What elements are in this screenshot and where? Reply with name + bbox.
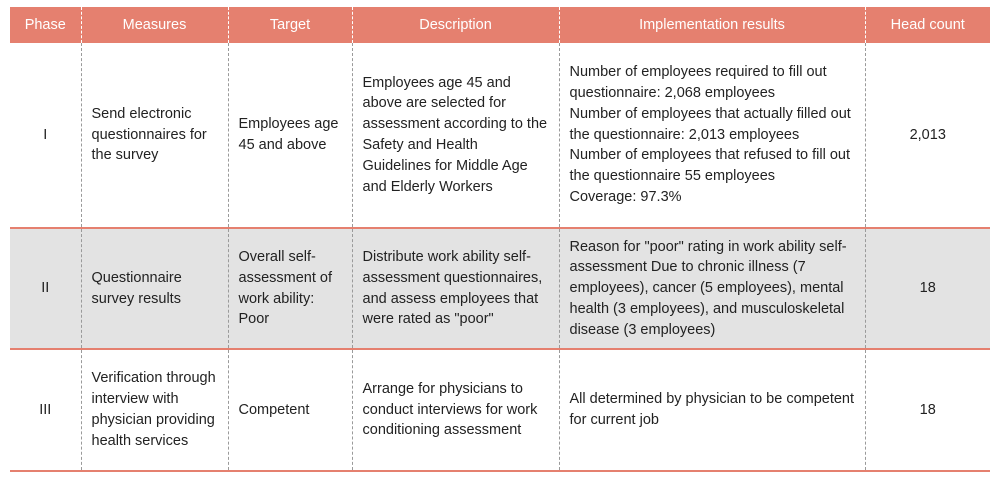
header-measures: Measures [81,7,228,43]
table-row [10,228,990,349]
table-row [10,43,990,228]
table-body [10,43,990,471]
results-cell [559,349,865,471]
phase-cell: III [10,349,81,471]
measures-cell: Questionnaire survey results [81,228,228,349]
header-description: Description [352,7,559,43]
description-cell: Distribute work ability self-assessment questionnaires, and assess employees that were rated as "poor" [352,228,559,349]
header-head-count: Head count [865,7,990,43]
head-count-cell: 18 [865,349,990,471]
header-phase: Phase [10,7,81,43]
table-row [10,349,990,471]
target-cell: Overall self-assessment of work ability: Poor [228,228,352,349]
result-line: Coverage: 97.3% [569,188,682,205]
head-count-cell: 2,013 [865,43,990,228]
head-count-cell: 18 [865,228,990,349]
header-implementation-results: Implementation results [559,7,865,43]
table-container [10,7,990,472]
health-assessment-table [10,7,990,472]
result-line: All determined by physician to be competent for current job [569,391,855,428]
result-line: Number of employees that refused to fill out the questionnaire 55 employees [569,147,850,185]
result-line: Number of employees required to fill out questionnaire: 2,068 employees [569,64,827,101]
target-cell: Employees age 45 and above [228,43,352,228]
description-cell: Arrange for physicians to conduct interviews for work conditioning assessment [352,349,559,471]
results-cell [559,228,865,349]
table-header [10,7,990,43]
measures-cell: Verification through interview with physician providing health services [81,349,228,471]
target-cell: Competent [228,349,352,471]
header-row [10,7,990,43]
measures-cell: Send electronic questionnaires for the survey [81,43,228,228]
result-line: Reason for "poor" rating in work ability self-assessment Due to chronic illness (7 employees), cancer (5 employees), mental health (3 employees), and musculoskeletal disease (3 employees) [569,238,847,338]
description-cell: Employees age 45 and above are selected for assessment according to the Safety and Health Guidelines for Middle Age and Elderly Workers [352,43,559,228]
phase-cell: II [10,228,81,349]
phase-cell: I [10,43,81,228]
result-line: Number of employees that actually filled out the questionnaire: 2,013 employees [569,105,851,143]
results-cell [559,43,865,228]
header-target: Target [228,7,352,43]
